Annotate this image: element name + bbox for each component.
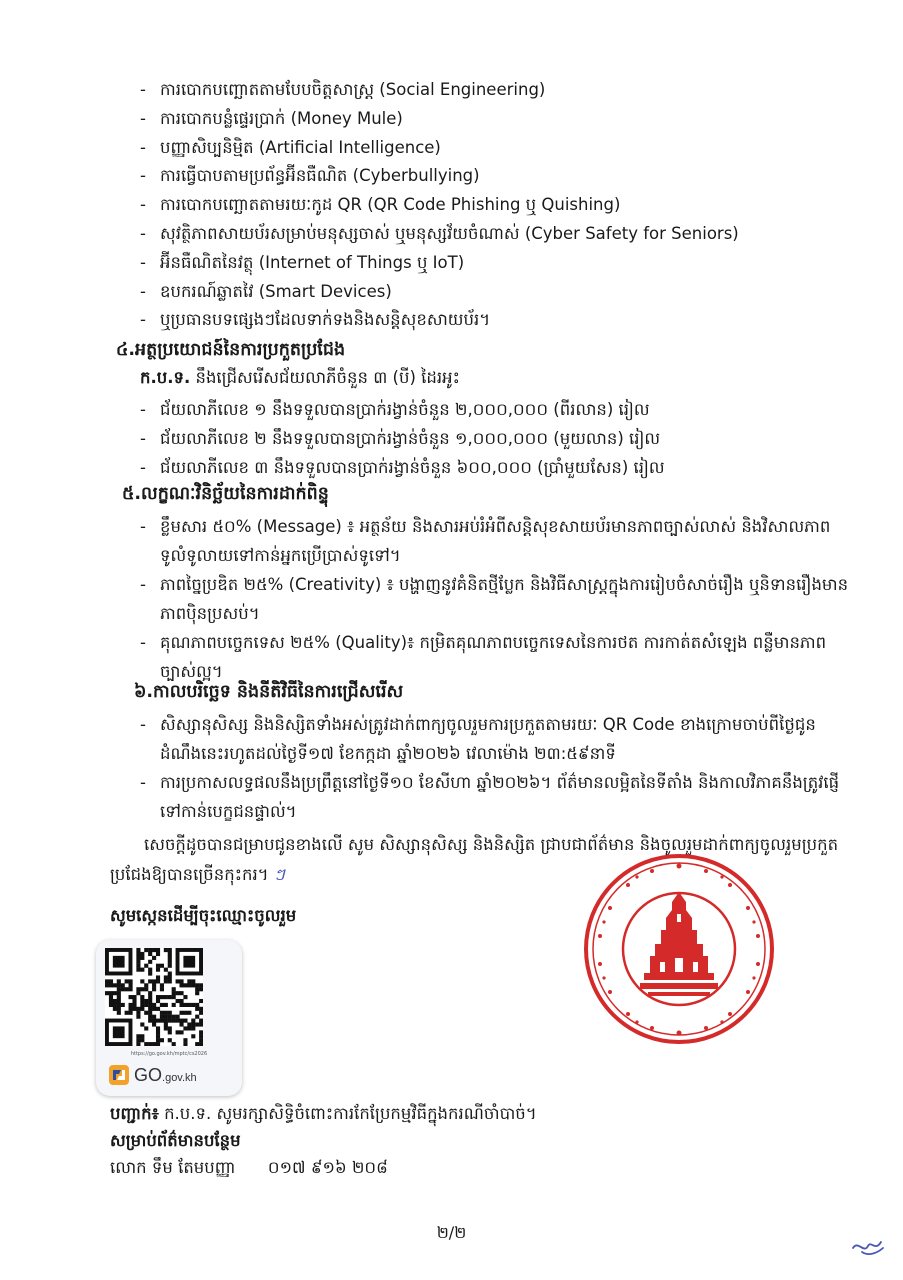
brand-go: GO: [134, 1065, 163, 1085]
list-item: - ការបោកបញ្ឆោតតាមបែបចិត្តសាស្ត្រ (Social Engineering): [140, 80, 546, 99]
list-item: - ការធ្វើបាបតាមប្រព័ន្ធអ៊ីនធឺណិត (Cyberbullying): [140, 166, 480, 186]
qr-code-icon: [105, 948, 203, 1046]
criterion-text: ខ្លឹមសារ ៥០% (Message) ៖ អត្ថន័យ និងសារអប់រំអំពីសន្តិសុខសាយប័រមានភាពច្បាស់លាស់ និងវិសាលភាពទូលំទូលាយទៅកាន់អ្នកប្រើប្រាស់ទូទៅ។: [160, 517, 831, 565]
section-4-intro: [140, 368, 460, 392]
procedure-text: ការប្រកាសលទ្ធផលនឹងប្រព្រឹត្តនៅថ្ងៃទី១០ ខែសីហា ឆ្នាំ២០២៦។ ព័ត៌មានលម្អិតនៃទីតាំង និងកាលវិភាគនឹងត្រូវផ្ញើទៅកាន់បេក្ខជនផ្ទាល់។: [160, 773, 840, 821]
list-item: - សុវត្ថិភាពសាយប័រសម្រាប់មនុស្សចាស់ ឬមនុស្សវ័យចំណាស់ (Cyber Safety for Seniors): [140, 223, 739, 243]
topics-list: [140, 76, 840, 335]
contact-line: [110, 1158, 388, 1182]
go-gov-brand: [134, 1064, 197, 1089]
list-item: - សិស្សានុសិស្ស និងនិស្សិតទាំងអស់ត្រូវដាក់ពាក្យចូលរួមការប្រកួតតាមរយៈ QR Code ខាងក្រោមចាប់ពីថ្ងៃជូនដំណឹងនេះរហូតដល់ថ្ងៃទី១៧ ខែកក្កដា ឆ្នាំ២០២៦ វេលាម៉ោង ២៣:៥៩នាទី: [140, 715, 816, 763]
brand-domain: .gov.kh: [162, 1072, 197, 1084]
prize-list: [140, 395, 850, 482]
prize-text: ជ័យលាភីលេខ ១ នឹងទទួលបានប្រាក់រង្វាន់ចំនួន ២,០០០,០០០ (ពីរលាន) រៀល: [160, 400, 650, 419]
go-gov-logo-icon: [108, 1064, 130, 1086]
list-item: - ខ្លឹមសារ ៥០% (Message) ៖ អត្ថន័យ និងសារអប់រំអំពីសន្តិសុខសាយប័រមានភាពច្បាស់លាស់ និងវិសាលភាពទូលំទូលាយទៅកាន់អ្នកប្រើប្រាស់ទូទៅ។: [140, 517, 831, 565]
section-4-intro-text: នឹងជ្រើសរើសជ័យលាភីចំនួន ៣ (បី) ដៃរអូះ: [190, 368, 460, 387]
prize-text: ជ័យលាភីលេខ ៣ នឹងទទួលបានប្រាក់រង្វាន់ចំនួន ៦០០,០០០ (ប្រាំមួយសែន) រៀល: [160, 458, 665, 477]
list-item-text: ការធ្វើបាបតាមប្រព័ន្ធអ៊ីនធឺណិត (Cyberbullying): [160, 166, 480, 186]
list-item: - ឧបករណ៍ឆ្លាតវៃ (Smart Devices): [140, 281, 392, 301]
list-item: - បញ្ញាសិប្បនិម្មិត (Artificial Intelligence): [140, 137, 441, 157]
section-4-heading: ៤.អត្ថប្រយោជន៍នៃការប្រកួតប្រជែង: [116, 340, 346, 360]
criterion-text: ភាពច្នៃប្រឌិត ២៥% (Creativity) ៖ បង្ហាញនូវគំនិតថ្មីប្លែក និងវិធីសាស្ត្រក្នុងការរៀបចំសាច់រឿង ឬនិទានរឿងមានភាពប៉ិនប្រសប់។: [160, 575, 849, 623]
prize-text: ជ័យលាភីលេខ ២ នឹងទទួលបានប្រាក់រង្វាន់ចំនួន ១,០០០,០០០ (មួយលាន) រៀល: [160, 429, 661, 448]
note-text: ក.ប.ទ. សូមរក្សាសិទ្ធិចំពោះការកែប្រែកម្មវិធីក្នុងករណីចាំបាច់។: [158, 1104, 537, 1123]
list-item-text: ការបោកបញ្ឆោតតាមរយៈកូដ QR (QR Code Phishing ឬ Quishing): [160, 195, 621, 215]
list-item-text: អ៊ីនធឺណិតនៃវត្ថុ (Internet of Things ឬ IoT): [160, 252, 465, 272]
register-label: សូមស្កេនដើម្បីចុះឈ្មោះចូលរួម: [110, 906, 297, 925]
more-info-label: សម្រាប់ព័ត៌មានបន្ថែម: [110, 1131, 241, 1150]
list-item-text: ឧបករណ៍ឆ្លាតវៃ (Smart Devices): [160, 281, 392, 301]
list-item: - ការបោកបន្លំផ្ទេរប្រាក់ (Money Mule): [140, 108, 403, 128]
procedure-list: [140, 710, 850, 826]
list-item-text: បញ្ញាសិប្បនិម្មិត (Artificial Intelligence): [160, 137, 441, 157]
closing-text: សេចក្តីដូចបានជម្រាបជូនខាងលើ សូម សិស្សានុសិស្ស និងនិស្សិត ជ្រាបជាព័ត៌មាន និងចូលរួមដាក់ពាក្យចូលរួមប្រកួតប្រជែងឱ្យបានច្រើនកុះករ។: [110, 835, 839, 884]
criterion-text: គុណភាពបច្ចេកទេស ២៥% (Quality)៖ កម្រិតគុណភាពបច្ចេកទេសនៃការថត ការកាត់តសំឡេង ពន្លឺមានភាពច្បាស់ល្អ។: [160, 633, 827, 681]
section-6-heading: ៦.កាលបរិច្ឆេទ និងនីតិវិធីនៃការជ្រើសរើស: [134, 682, 404, 702]
initial-mark: ៗ: [273, 865, 285, 884]
section-5-heading: ៥.លក្ខណៈវិនិច្ឆ័យនៃការដាក់ពិន្ទុ: [122, 484, 329, 504]
list-item: - ការបោកបញ្ឆោតតាមរយៈកូដ QR (QR Code Phishing ឬ Quishing): [140, 195, 621, 215]
page-number: ២/២: [436, 1223, 467, 1242]
official-seal-icon: [582, 852, 776, 1046]
section-4-intro-org: ក.ប.ទ.: [140, 368, 191, 387]
list-item-text: សុវត្ថិភាពសាយប័រសម្រាប់មនុស្សចាស់ ឬមនុស្សវ័យចំណាស់ (Cyber Safety for Seniors): [160, 223, 739, 243]
list-item: - អ៊ីនធឺណិតនៃវត្ថុ (Internet of Things ឬ IoT): [140, 252, 465, 272]
list-item: - ការប្រកាសលទ្ធផលនឹងប្រព្រឹត្តនៅថ្ងៃទី១០ ខែសីហា ឆ្នាំ២០២៦។ ព័ត៌មានលម្អិតនៃទីតាំង និងកាលវិភាគនឹងត្រូវផ្ញើទៅកាន់បេក្ខជនផ្ទាល់។: [140, 773, 840, 821]
list-item: - គុណភាពបច្ចេកទេស ២៥% (Quality)៖ កម្រិតគុណភាពបច្ចេកទេសនៃការថត ការកាត់តសំឡេង ពន្លឺមានភាពច្បាស់ល្អ។: [140, 633, 827, 681]
handwritten-initial-icon: [850, 1234, 886, 1258]
list-item: - ភាពច្នៃប្រឌិត ២៥% (Creativity) ៖ បង្ហាញនូវគំនិតថ្មីប្លែក និងវិធីសាស្ត្រក្នុងការរៀបចំសាច់រឿង ឬនិទានរឿងមានភាពប៉ិនប្រសប់។: [140, 575, 849, 623]
list-item: - ជ័យលាភីលេខ ១ នឹងទទួលបានប្រាក់រង្វាន់ចំនួន ២,០០០,០០០ (ពីរលាន) រៀល: [140, 400, 650, 419]
procedure-text: សិស្សានុសិស្ស និងនិស្សិតទាំងអស់ត្រូវដាក់ពាក្យចូលរួមការប្រកួតតាមរយៈ QR Code ខាងក្រោមចាប់ពីថ្ងៃជូនដំណឹងនេះរហូតដល់ថ្ងៃទី១៧ ខែកក្កដា ឆ្នាំ២០២៦ វេលាម៉ោង ២៣:៥៩នាទី: [160, 715, 816, 763]
list-item: - ជ័យលាភីលេខ ៣ នឹងទទួលបានប្រាក់រង្វាន់ចំនួន ៦០០,០០០ (ប្រាំមួយសែន) រៀល: [140, 458, 665, 477]
list-item-text: ការបោកបញ្ឆោតតាមបែបចិត្តសាស្ត្រ (Social Engineering): [160, 80, 546, 99]
list-item: - ឬប្រធានបទផ្សេងៗដែលទាក់ទងនិងសន្តិសុខសាយប័រ។: [140, 310, 491, 330]
list-item-text: ការបោកបន្លំផ្ទេរប្រាក់ (Money Mule): [160, 108, 403, 128]
qr-url: https://go.gov.kh/mptc/cs2026: [130, 1051, 208, 1057]
criteria-list: [140, 512, 850, 686]
qr-code-card[interactable]: [96, 940, 242, 1096]
contact-name: លោក ទឹម តែមបញ្ញា: [110, 1158, 236, 1177]
note-line: [110, 1104, 537, 1128]
list-item: - ជ័យលាភីលេខ ២ នឹងទទួលបានប្រាក់រង្វាន់ចំនួន ១,០០០,០០០ (មួយលាន) រៀល: [140, 429, 661, 448]
contact-phone: ០១៧ ៩១៦ ២០៨: [267, 1158, 388, 1177]
note-label: បញ្ជាក់៖: [110, 1104, 159, 1123]
list-item-text: ឬប្រធានបទផ្សេងៗដែលទាក់ទងនិងសន្តិសុខសាយប័រ។: [160, 310, 491, 330]
